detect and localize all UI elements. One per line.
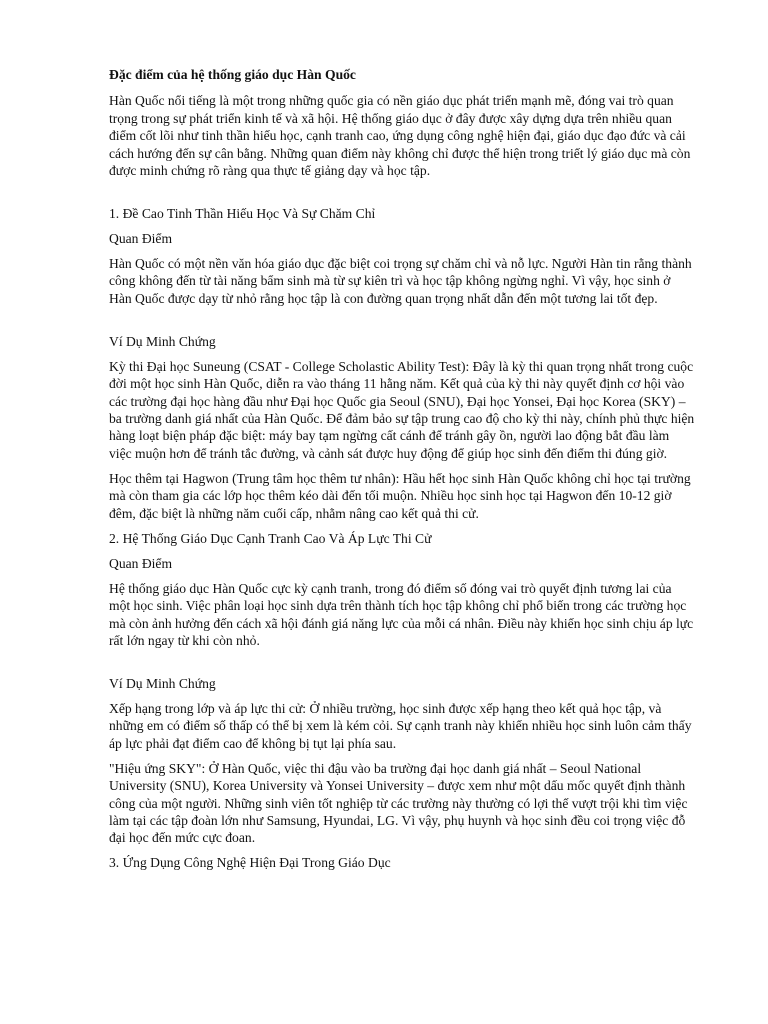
spacer xyxy=(109,657,695,675)
spacer xyxy=(109,187,695,205)
document-title: Đặc điểm của hệ thống giáo dục Hàn Quốc xyxy=(109,67,356,82)
section-1-evidence-hagwon: Học thêm tại Hagwon (Trung tâm học thêm tư nhân): Hầu hết học sinh Hàn Quốc không chỉ học tại trường mà còn tham gia các lớp học thêm kéo dài đến tối muộn. Nhiều học sinh học tại Hagwon đến 10-12 giờ đêm, đặc biệt là những năm cuối cấp, nhằm nâng cao kết quả thi cử. xyxy=(109,470,691,521)
section-2-evidence-sky: "Hiệu ứng SKY": Ở Hàn Quốc, việc thi đậu vào ba trường đại học danh giá nhất – Seoul National University (SNU), Korea University và Yonsei University – được xem như một dấu mốc quyết định thành công của một người. Những sinh viên tốt nghiệp từ các trường này thường có lợi thế vượt trội khi tìm việc làm tại các tập đoàn lớn như Samsung, Hyundai, LG. Vì vậy, phụ huynh và học sinh đều coi trọng việc đỗ đại học đến mức cực đoan. xyxy=(109,760,688,846)
section-2-evidence-ranking: Xếp hạng trong lớp và áp lực thi cử: Ở nhiều trường, học sinh được xếp hạng theo kết quả học tập, và những em có điểm số thấp có thể bị xem là kém cỏi. Sự cạnh tranh này khiến nhiều học sinh luôn cảm thấy áp lực phải đạt điểm cao để không bị tụt lại phía sau. xyxy=(109,700,692,751)
section-2-viewpoint-text: Hệ thống giáo dục Hàn Quốc cực kỳ cạnh tranh, trong đó điểm số đóng vai trò quyết định tương lai của một học sinh. Việc phân loại học sinh dựa trên thành tích học tập không chỉ phổ biến trong các trường học mà còn ảnh hưởng đến cách xã hội đánh giá năng lực của mỗi cá nhân. Điều này khiến học sinh chịu áp lực rất lớn ngay từ khi còn nhỏ. xyxy=(109,580,694,648)
section-1-viewpoint-text: Hàn Quốc có một nền văn hóa giáo dục đặc biệt coi trọng sự chăm chỉ và nỗ lực. Người Hàn tin rằng thành công không đến từ tài năng bẩm sinh mà từ sự kiên trì và học tập không ngừng nghỉ. Vì vậy, học sinh ở Hàn Quốc được dạy từ nhỏ rằng học tập là con đường quan trọng nhất dẫn đến một tương lai tốt đẹp. xyxy=(109,256,692,306)
section-1-evidence-suneung: Kỳ thi Đại học Suneung (CSAT - College Scholastic Ability Test): Đây là kỳ thi quan trọng nhất trong cuộc đời một học sinh Hàn Quốc, diễn ra vào tháng 11 hằng năm. Kết quả của kỳ thi này quyết định cơ hội vào các trường đại học hàng đầu như Đại học Quốc gia Seoul (SNU), Đại học Yonsei, Đại học Korea (SKY) – ba trường danh giá nhất của Hàn Quốc. Để đảm bảo sự tập trung cao độ cho kỳ thi này, chính phủ thực hiện hàng loạt biện pháp đặc biệt: máy bay tạm ngừng cất cánh để tránh gây ồn, người lao động bắt đầu làm việc muộn hơn để tránh tắc đường, và cảnh sát được huy động để giúp học sinh đến điểm thi đúng giờ. xyxy=(109,358,695,461)
section-2-evidence-label: Ví Dụ Minh Chứng xyxy=(109,675,216,691)
section-3-heading: 3. Ứng Dụng Công Nghệ Hiện Đại Trong Giáo Dục xyxy=(109,855,391,871)
section-2-viewpoint-label: Quan Điểm xyxy=(109,555,173,571)
intro-paragraph: Hàn Quốc nổi tiếng là một trong những quốc gia có nền giáo dục phát triển mạnh mẽ, đóng vai trò quan trọng trong sự phát triển kinh tế và xã hội. Hệ thống giáo dục ở đây được xây dựng dựa trên nhiều quan điểm cốt lõi như tinh thần hiếu học, cạnh tranh cao, ứng dụng công nghệ hiện đại, giáo dục đạo đức và cải cách hướng đến sự cân bằng. Những quan điểm này không chỉ được thể hiện trong triết lý giáo dục mà còn được minh chứng rõ ràng qua thực tế giảng dạy và học tập. xyxy=(109,93,691,179)
section-2-heading: 2. Hệ Thống Giáo Dục Cạnh Tranh Cao Và Áp Lực Thi Cử xyxy=(109,530,432,546)
section-1-heading: 1. Đề Cao Tinh Thần Hiếu Học Và Sự Chăm Chỉ xyxy=(109,206,376,222)
document-page xyxy=(109,66,695,879)
section-1-viewpoint-label: Quan Điểm xyxy=(109,231,173,247)
section-1-evidence-label: Ví Dụ Minh Chứng xyxy=(109,333,216,349)
spacer xyxy=(109,315,695,333)
